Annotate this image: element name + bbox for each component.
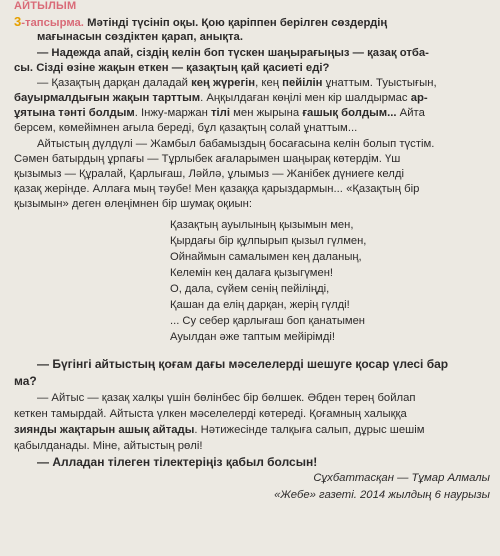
text-span: , кең — [255, 77, 283, 89]
poem-line: Ойнаймын самалымен кең даланың, — [170, 251, 362, 263]
question-line1: — Надежда апай, сіздің келін боп түскен шаңырағыңыз — қазақ отба- — [37, 47, 429, 59]
task-label: -тапсырма. — [21, 17, 84, 29]
poem-line: Келемін кең далаға қызыгүмен! — [170, 267, 333, 279]
bold-term: зиянды жақтарын ашық айтады — [14, 424, 195, 436]
question-line2: сы. Сізді өзіне жақын еткен — қазақтың қай қасиеті еді? — [14, 62, 330, 74]
text-span: — Қазақтың дарқан даладай — [37, 77, 192, 89]
poem-line: Қашан да елің дарқан, жерің гүлді! — [170, 299, 350, 311]
task-instruction-line1 — [14, 15, 387, 30]
text-span: Айта — [396, 107, 425, 119]
task-number: 3 — [14, 14, 22, 29]
answer-line8: қазақ жерінде. Аллаға мың тәубе! Мен қазаққа қарыздармын... «Қазақтың бір — [14, 183, 420, 195]
poem-line: Ауылдан әже таптым мейірімді! — [170, 331, 335, 343]
closing-wish: — Алладан тілеген тілектеріңіз қабыл болсын! — [37, 455, 318, 469]
poem-line: Қазақтың ауылының қызымын мен, — [170, 219, 354, 231]
poem-line: О, дала, сүйем сенің пейіліңді, — [170, 283, 330, 295]
bold-term: кең жүрегін — [191, 77, 256, 89]
section-heading: АЙТЫЛЫМ — [14, 0, 77, 12]
text-span: . Нәтижесінде талқыға салып, дұрыс шешім — [194, 424, 425, 436]
source-credit: «Жебе» газеті. 2014 жылдың 6 наурызы — [274, 489, 490, 501]
answer-line4: берсем, көмейімнен ағыла береді, бұл қазақтың солай ұнаттым... — [14, 122, 358, 134]
task-instruction: Мәтінді түсініп оқы. Қою қаріппен берілген сөздердің — [87, 17, 388, 29]
answer2-line1: — Айтыс — қазақ халқы үшін бөлінбес бір бөлшек. Әбден терең бойлап — [37, 392, 416, 404]
bold-term: ғашық болдым... — [302, 107, 397, 119]
answer-line2 — [14, 91, 428, 105]
bold-term: ар- — [410, 92, 428, 104]
answer2-line4: қабылданады. Міне, айтыстың рөлі! — [14, 440, 203, 452]
task-instruction-line2: мағынасын сөздіктен қарап, анықта. — [37, 31, 243, 43]
answer-line7: қызымыз — Құралай, Қарлығаш, Ләйлә, ұлымыз — Жанібек дүниеге келді — [14, 168, 404, 180]
interviewer-credit: Сұхбаттасқан — Тұмар Алмалы — [313, 472, 490, 484]
answer-line3 — [14, 106, 425, 120]
answer2-line3 — [14, 423, 424, 437]
poem-line: Қырдағы бір құлпырып қызыл гүлмен, — [170, 235, 367, 247]
question2-line2: ма? — [14, 374, 37, 388]
bold-term: пейілін — [282, 77, 323, 89]
answer2-line2: кеткен тамырдай. Айтыста үлкен мәселелерді көтереді. Қоғамның халыққа — [14, 408, 407, 420]
poem-line: ... Су себер қарлығаш боп қанатымен — [170, 315, 365, 327]
bold-term: ұятына тәнті болдым — [14, 107, 135, 119]
text-span: . Інжу-маржан — [134, 107, 212, 119]
text-span: мен жырына — [230, 107, 303, 119]
answer-line9: қызымын» деген өлеңімнен бір шумақ оқиын: — [14, 198, 253, 210]
text-span: . Аңқылдаған көңілі мен кір шалдырмас — [200, 92, 411, 104]
question2-line1: — Бүгінгі айтыстың қоғам дағы мәселелерді шешуге қосар үлесі бар — [37, 357, 449, 371]
answer-line1 — [37, 76, 437, 90]
answer-line5: Айтыстың дүлдүлі — Жамбыл бабамыздың босағасына келін болып түстім. — [37, 138, 435, 150]
bold-term: тілі — [211, 107, 231, 119]
text-span: ұнаттым. Туыстығын, — [322, 77, 437, 89]
answer-line6: Сәмен батырдың ұрпағы — Тұрлыбек ағаларымен шаңырақ көтердім. Үш — [14, 153, 401, 165]
bold-term: бауырмалдығын жақын тарттым — [14, 92, 201, 104]
